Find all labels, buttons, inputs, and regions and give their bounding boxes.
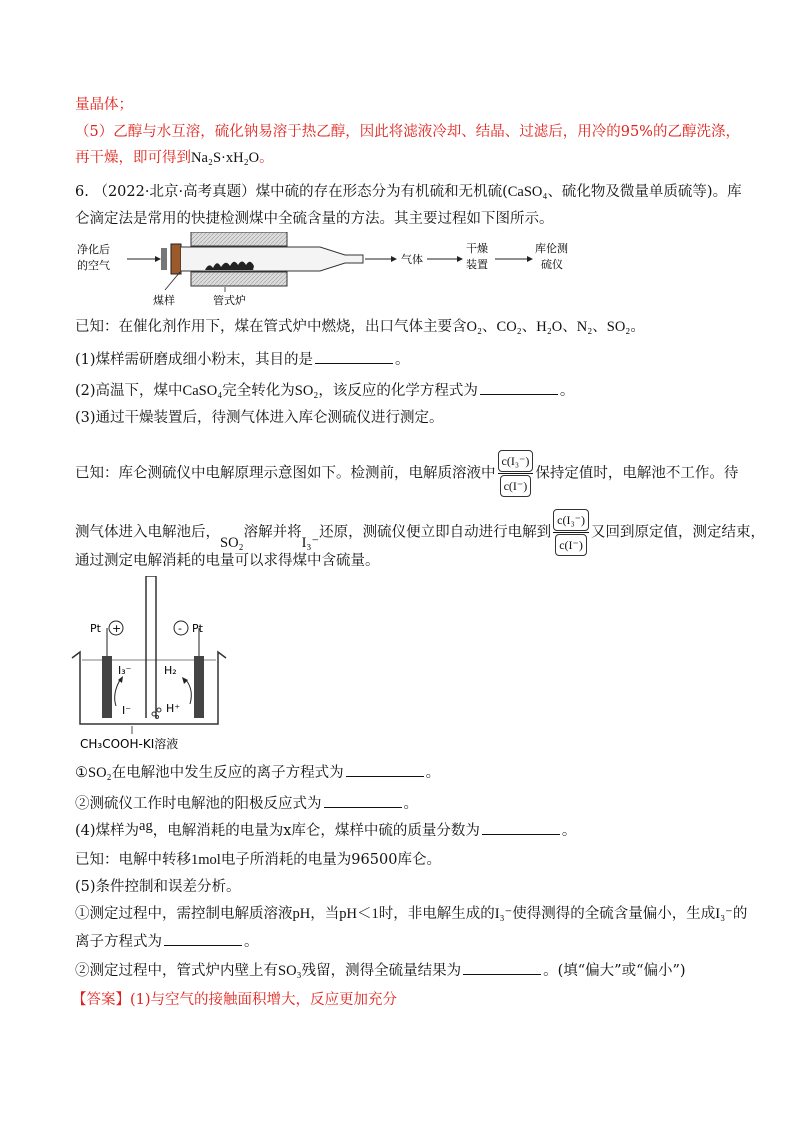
fraction-denominator: c(I⁻) <box>500 475 532 497</box>
h2-label: H₂ <box>164 664 177 677</box>
text: (2)高温下，煤中 <box>75 383 183 399</box>
subquestion-1 <box>75 349 410 370</box>
formula: O₂、CO₂、H₂O、N₂、SO₂ <box>466 319 631 335</box>
formula: I₃⁻ <box>301 534 320 551</box>
subquestion-2 <box>75 380 574 401</box>
text: 保持定值时，电解池不工作。待 <box>535 465 739 482</box>
subquestion-3: (3)通过干燥装置后，待测气体进入库仑测硫仪进行测定。 <box>75 410 444 426</box>
answer-blank[interactable] <box>480 380 558 395</box>
answer-q5-line0: 量晶体； <box>75 97 133 113</box>
subquestion-3-2 <box>75 793 418 814</box>
subquestion-3-detail <box>75 508 765 557</box>
text: (1)煤样需研磨成细小粉末，其目的是 <box>75 352 314 368</box>
subquestion-5: (5)条件控制和误差分析。 <box>75 879 241 895</box>
fraction-numerator: c(I₃⁻) <box>498 450 534 472</box>
text: 已知：在催化剂作用下，煤在管式炉中燃烧，出口气体主要含 <box>75 319 467 335</box>
text: 测气体进入电解池后， <box>75 524 220 541</box>
i-minus-label: I⁻ <box>122 704 132 717</box>
subquestion-3-end: 通过测定电解消耗的电量可以求得煤中含硫量。 <box>75 553 380 569</box>
answer-blank[interactable] <box>324 793 402 808</box>
formula: SO₂ <box>294 383 319 399</box>
formula: SO₃ <box>278 963 302 979</box>
question-6-intro-line2: 仑滴定法是常用的快捷检测煤中全硫含量的方法。其主要过程如下图所示。 <box>75 211 554 227</box>
question-source: （2022·北京·高考真题） <box>93 184 256 200</box>
subquestion-5-1 <box>75 904 747 924</box>
answer-blank[interactable] <box>346 762 424 777</box>
ratio-fraction <box>498 449 534 498</box>
text: 又回到原定值，测定结束， <box>590 524 765 541</box>
formula: I₃⁻ <box>494 906 513 922</box>
fraction-numerator: c(I₃⁻) <box>553 509 589 531</box>
text: 。 <box>244 934 259 950</box>
plus-label: + <box>112 622 122 635</box>
text: 、硫化物及微量单质硫等)。库 <box>547 184 742 200</box>
text: 已知：库仑测硫仪中电解原理示意图如下。检测前，电解质溶液中 <box>75 465 496 482</box>
known-1 <box>75 317 645 337</box>
fraction-denominator: c(I⁻) <box>555 534 587 556</box>
formula: CaSO₄ <box>507 184 548 200</box>
answer-q5-line1: （5）乙醇与水互溶，硫化钠易溶于热乙醇，因此将滤液冷却、结晶、过滤后，用冷的95%的乙醇洗涤， <box>75 124 740 140</box>
text: ，当 <box>310 906 340 922</box>
minus-label: - <box>178 622 182 635</box>
known-3 <box>75 850 441 870</box>
subquestion-3-1 <box>75 762 440 783</box>
formula: CaSO₄ <box>182 383 223 399</box>
question-6-intro <box>75 182 742 202</box>
text: 再干燥，即可得到 <box>75 150 191 166</box>
furnace-top <box>191 232 287 246</box>
known-2 <box>75 449 738 498</box>
anode-electrode <box>102 656 112 718</box>
text: 。 <box>395 352 410 368</box>
answer-q5-line2 <box>75 148 274 168</box>
answer-tag: 【答案】 <box>72 992 130 1008</box>
text: 时，非电解生成的 <box>378 906 495 922</box>
furnace-bottom <box>191 272 287 286</box>
formula: SO₂ <box>88 765 112 781</box>
electrolysis-cell-diagram <box>68 576 238 756</box>
text: 。 <box>403 796 418 812</box>
dryer-label-2: 装置 <box>466 258 488 271</box>
text: 离子方程式为 <box>75 934 162 950</box>
text: ，该反应的化学方程式为 <box>318 383 478 399</box>
text: 。 <box>630 319 645 335</box>
formula: SO₂ <box>220 534 244 551</box>
meter-label-1: 库伦测 <box>535 242 568 255</box>
answer-blank[interactable] <box>164 931 242 946</box>
question-number: 6. <box>75 184 89 200</box>
dryer-label-1: 干燥 <box>466 242 488 255</box>
ratio-fraction <box>553 508 589 557</box>
text: 的 <box>732 906 748 922</box>
text: 还原，测硫仪便立即自动进行电解到 <box>319 524 552 541</box>
subquestion-4 <box>75 820 576 841</box>
furnace-diagram <box>75 232 635 310</box>
text: 。 <box>425 765 441 781</box>
text: 煤中硫的存在形态分为有机硫和无机硫( <box>255 184 508 200</box>
h-plus-label: H⁺ <box>166 702 181 715</box>
pt-right-label: Pt <box>192 622 203 635</box>
subquestion-5-2 <box>75 960 686 981</box>
meter-label-2: 硫仪 <box>541 258 563 271</box>
inlet-label-2: 的空气 <box>77 259 110 272</box>
text: ②测硫仪工作时电解池的阳极反应式为 <box>75 796 322 812</box>
formula: pH <box>292 906 311 922</box>
text: 使得测得的全硫含量偏小，生成 <box>512 906 716 922</box>
i3-label: I₃⁻ <box>118 664 132 677</box>
formula: 1mol <box>191 852 221 868</box>
cathode-electrode <box>194 656 204 718</box>
text: 完全转化为 <box>222 383 295 399</box>
text: 。 <box>259 150 274 166</box>
text: 在电解池中发生反应的离子方程式为 <box>111 765 344 781</box>
solution-label: CH₃COOH-KI溶液 <box>80 737 179 751</box>
answer-line <box>72 990 397 1010</box>
answer-blank[interactable] <box>315 349 393 364</box>
text: 。(填“偏大”或“偏小”) <box>543 963 686 979</box>
answer-blank[interactable] <box>482 820 560 835</box>
text: 残留，测得全硫量结果为 <box>301 963 462 979</box>
text: ，电解消耗的电量为x库仑，煤样中硫的质量分数为 <box>152 823 480 839</box>
formula: pH＜1 <box>339 906 379 922</box>
gas-inlet-tube <box>146 576 156 718</box>
text: 电子所消耗的电量为96500库仑。 <box>220 852 441 868</box>
formula: ag <box>139 818 153 834</box>
text: 。 <box>559 383 575 399</box>
furnace-label: 管式炉 <box>213 294 246 307</box>
formula: I₃⁻ <box>715 906 733 922</box>
text: ②测定过程中，管式炉内壁上有 <box>75 963 278 979</box>
text: 已知：电解中转移 <box>75 852 191 868</box>
sample-label: 煤样 <box>153 294 175 307</box>
gas-label: 气体 <box>401 253 423 266</box>
pt-left-label: Pt <box>90 622 101 635</box>
text: (4)煤样为 <box>75 823 140 839</box>
text: 溶解并将 <box>243 524 302 541</box>
text: ① <box>75 765 88 781</box>
inlet-label-1: 净化后 <box>77 243 110 256</box>
answer-blank[interactable] <box>463 960 541 975</box>
subquestion-5-1-line2 <box>75 931 259 952</box>
stopper <box>171 244 181 274</box>
text: 。 <box>561 823 577 839</box>
answer-text: (1)与空气的接触面积增大，反应更加充分 <box>130 992 398 1008</box>
formula: Na₂S·xH₂O <box>191 150 260 166</box>
text: ①测定过程中，需控制电解质溶液 <box>75 906 293 922</box>
